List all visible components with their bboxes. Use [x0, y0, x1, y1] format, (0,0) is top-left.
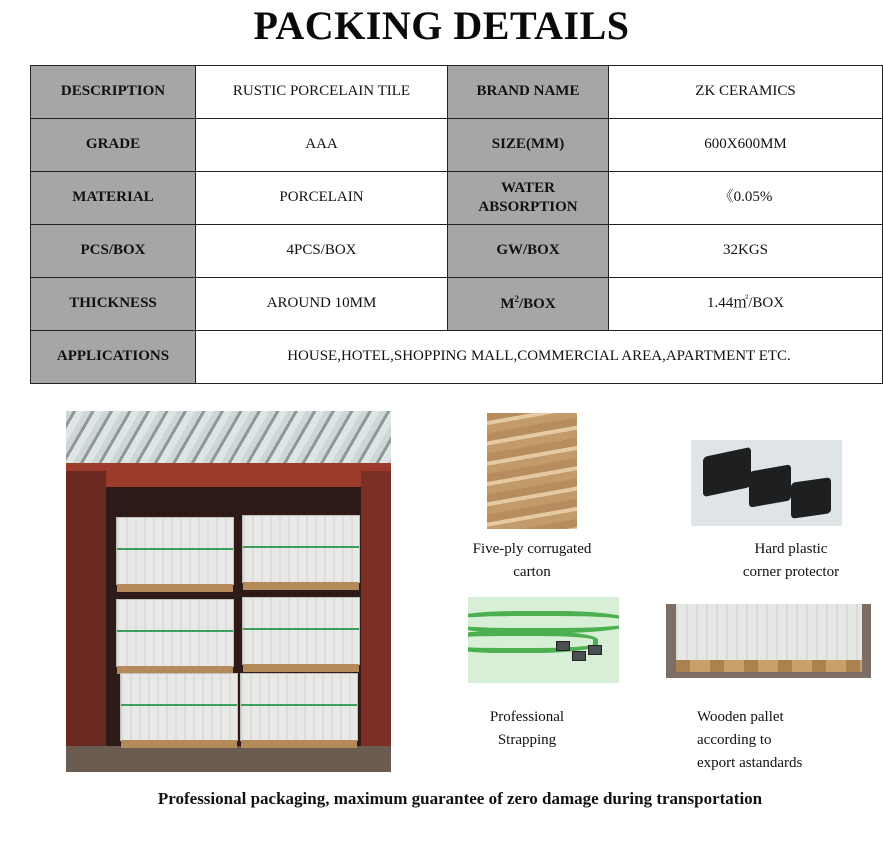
pallet-wood	[676, 660, 862, 672]
table-row	[31, 119, 883, 172]
corner-protector-shape	[791, 477, 831, 519]
caption-line: Wooden pallet	[697, 709, 784, 725]
wooden-pallet-photo	[666, 604, 871, 678]
spec-label: SIZE(MM)	[448, 119, 609, 172]
tile-crate	[120, 673, 238, 741]
spec-label: PCS/BOX	[31, 225, 196, 278]
spec-label: GW/BOX	[448, 225, 609, 278]
caption-line: according to	[697, 732, 772, 748]
caption-line: export astandards	[697, 755, 803, 771]
specification-table	[30, 65, 883, 384]
corner-protector-shape	[703, 447, 751, 497]
buckle-shape	[588, 645, 602, 655]
spec-value: RUSTIC PORCELAIN TILE	[196, 66, 448, 119]
buckle-shape	[572, 651, 586, 661]
spec-value: 4PCS/BOX	[196, 225, 448, 278]
spec-value-applications: HOUSE,HOTEL,SHOPPING MALL,COMMERCIAL AREA,APARTMENT ETC.	[196, 331, 883, 384]
carton-caption	[452, 538, 612, 584]
crate-strap	[243, 628, 359, 630]
tile-crate	[240, 673, 358, 741]
container-frame	[66, 463, 391, 487]
caption-line: Professional	[489, 709, 565, 725]
spec-label: THICKNESS	[31, 278, 196, 331]
spec-label-line: ABSORPTION	[478, 199, 578, 215]
tile-crate	[116, 517, 234, 585]
table-row	[31, 172, 883, 225]
caption-line: Hard plastic	[754, 541, 828, 557]
caption-line: Strapping	[497, 732, 557, 748]
spec-label-line: WATER	[501, 179, 555, 196]
crate-strap	[117, 548, 233, 550]
strap-band-shape	[468, 631, 598, 653]
tile-crate	[116, 599, 234, 667]
spec-value: AAA	[196, 119, 448, 172]
page-title: PACKING DETAILS	[253, 3, 630, 48]
container-loading-photo	[66, 411, 391, 772]
spec-label-water-absorption	[448, 172, 609, 225]
caption-line: Five-ply corrugated	[472, 541, 592, 557]
caption-line: corner protector	[742, 564, 840, 580]
spec-value: AROUND 10MM	[196, 278, 448, 331]
warehouse-roof	[66, 411, 391, 471]
strap-band-shape	[468, 611, 619, 633]
corner-protector-photo	[691, 440, 842, 526]
strapping-photo	[468, 597, 619, 683]
crate-strap	[121, 704, 237, 706]
spec-label-sup: 2	[514, 293, 519, 304]
container-door-left	[66, 471, 106, 772]
container-door-right	[361, 471, 391, 772]
crate-strap	[241, 704, 357, 706]
corner-protector-shape	[749, 464, 791, 507]
spec-value: 600X600MM	[609, 119, 883, 172]
crate-strap	[117, 630, 233, 632]
pallet-caption	[697, 706, 847, 775]
table-row	[31, 66, 883, 119]
spec-value: ZK CERAMICS	[609, 66, 883, 119]
table-row	[31, 331, 883, 384]
caption-line: carton	[513, 564, 551, 580]
tile-crate	[242, 597, 360, 665]
spec-label: DESCRIPTION	[31, 66, 196, 119]
spec-label: MATERIAL	[31, 172, 196, 225]
corner-caption	[718, 538, 864, 584]
spec-label: GRADE	[31, 119, 196, 172]
spec-value: PORCELAIN	[196, 172, 448, 225]
footer-statement: Professional packaging, maximum guarantee of zero damage during transportation	[157, 789, 763, 808]
spec-value: 32KGS	[609, 225, 883, 278]
pallet-box	[676, 604, 862, 660]
spec-value: 1.44㎡/BOX	[609, 278, 883, 331]
spec-label: APPLICATIONS	[31, 331, 196, 384]
spec-value: 《0.05%	[609, 172, 883, 225]
tile-crate	[242, 515, 360, 583]
corrugated-carton-photo	[487, 413, 577, 529]
spec-label-m2-box	[448, 278, 609, 331]
buckle-shape	[556, 641, 570, 651]
table-row	[31, 225, 883, 278]
crate-strap	[243, 546, 359, 548]
spec-label: BRAND NAME	[448, 66, 609, 119]
table-row	[31, 278, 883, 331]
spec-label-prefix: M	[500, 295, 515, 312]
container-floor	[66, 746, 391, 772]
spec-label-suffix: /BOX	[518, 295, 556, 312]
strapping-caption	[466, 706, 588, 752]
